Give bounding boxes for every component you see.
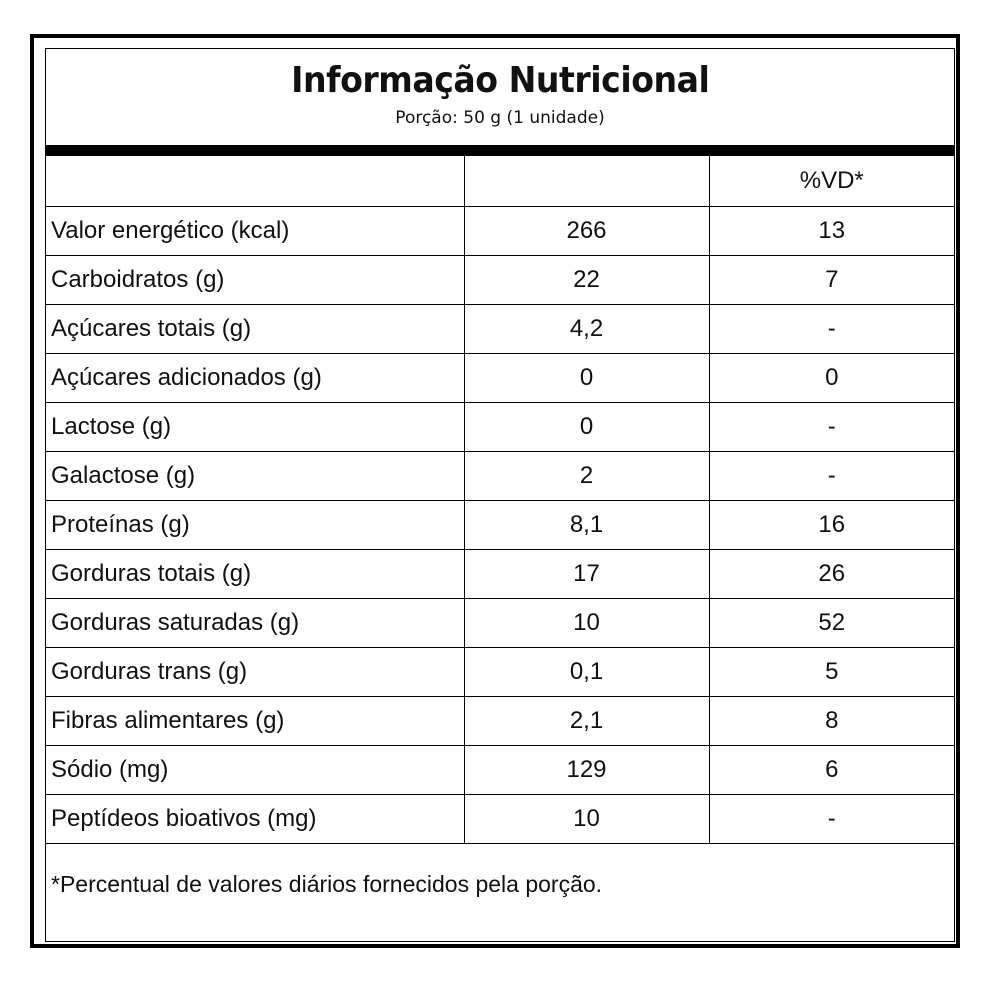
nutrient-amount: 4,2 — [464, 304, 709, 353]
nutrient-amount: 10 — [464, 794, 709, 843]
nutrient-label: Carboidratos (g) — [46, 255, 464, 304]
portion-size: Porção: 50 g (1 unidade) — [395, 108, 605, 128]
nutrient-vd: - — [709, 304, 954, 353]
table-row — [46, 794, 954, 843]
nutrient-amount: 0 — [464, 353, 709, 402]
nutrient-vd: 6 — [709, 745, 954, 794]
nutrient-label: Gorduras totais (g) — [46, 549, 464, 598]
nutrient-amount: 8,1 — [464, 500, 709, 549]
table-row — [46, 500, 954, 549]
nutrient-label: Lactose (g) — [46, 402, 464, 451]
table-row — [46, 353, 954, 402]
footnote: *Percentual de valores diários fornecidos pela porção. — [51, 870, 603, 897]
nutrient-vd: 52 — [709, 598, 954, 647]
table-row — [46, 598, 954, 647]
nutrient-label: Proteínas (g) — [46, 500, 464, 549]
column-header-vd: %VD* — [709, 156, 954, 206]
table-row — [46, 304, 954, 353]
table-row — [46, 451, 954, 500]
nutrient-amount: 266 — [464, 206, 709, 255]
nutrient-vd: - — [709, 794, 954, 843]
header-divider-bar — [46, 145, 954, 156]
nutrient-vd: 26 — [709, 549, 954, 598]
table-row — [46, 402, 954, 451]
nutrient-amount: 22 — [464, 255, 709, 304]
nutrient-vd: - — [709, 451, 954, 500]
nutrient-label: Sódio (mg) — [46, 745, 464, 794]
nutrient-amount: 17 — [464, 549, 709, 598]
table-row — [46, 255, 954, 304]
column-header-amount — [464, 156, 709, 206]
nutrient-label: Peptídeos bioativos (mg) — [46, 794, 464, 843]
panel-title: Informação Nutricional — [290, 60, 710, 101]
panel-header — [46, 49, 954, 145]
nutrient-label: Açúcares totais (g) — [46, 304, 464, 353]
table-row — [46, 549, 954, 598]
table-row — [46, 647, 954, 696]
nutrient-vd: 5 — [709, 647, 954, 696]
nutrient-vd: - — [709, 402, 954, 451]
nutrient-amount: 0 — [464, 402, 709, 451]
table-row — [46, 696, 954, 745]
table-header-row — [46, 156, 954, 206]
nutrient-label: Fibras alimentares (g) — [46, 696, 464, 745]
table-row — [46, 745, 954, 794]
nutrient-amount: 129 — [464, 745, 709, 794]
nutrient-label: Valor energético (kcal) — [46, 206, 464, 255]
nutrient-vd: 13 — [709, 206, 954, 255]
nutrient-amount: 2,1 — [464, 696, 709, 745]
nutrient-label: Galactose (g) — [46, 451, 464, 500]
nutrient-amount: 2 — [464, 451, 709, 500]
table-row — [46, 206, 954, 255]
nutrient-vd: 8 — [709, 696, 954, 745]
nutrient-vd: 16 — [709, 500, 954, 549]
nutrient-vd: 0 — [709, 353, 954, 402]
nutrient-label: Gorduras saturadas (g) — [46, 598, 464, 647]
nutrient-amount: 10 — [464, 598, 709, 647]
nutrient-label: Gorduras trans (g) — [46, 647, 464, 696]
nutrient-vd: 7 — [709, 255, 954, 304]
column-header-nutrient — [46, 156, 464, 206]
nutrition-facts-panel — [45, 48, 955, 942]
nutrient-amount: 0,1 — [464, 647, 709, 696]
nutrient-label: Açúcares adicionados (g) — [46, 353, 464, 402]
nutrition-table — [46, 156, 954, 844]
